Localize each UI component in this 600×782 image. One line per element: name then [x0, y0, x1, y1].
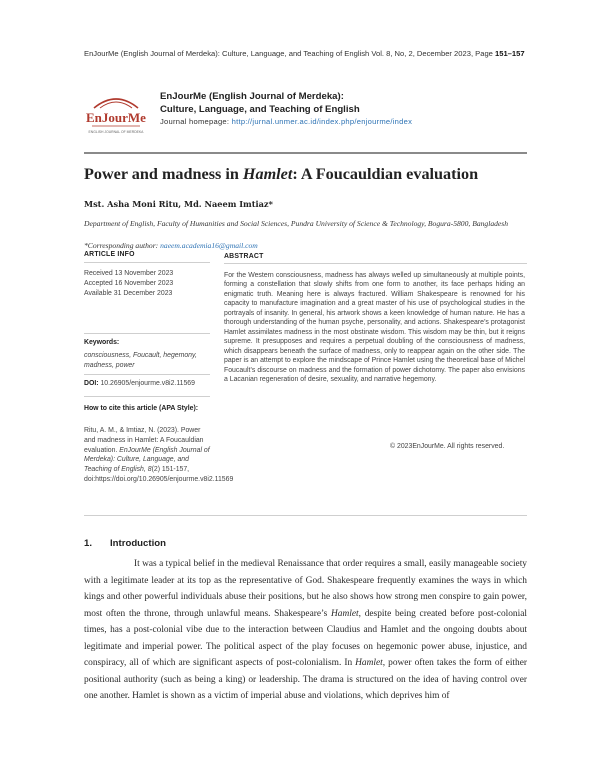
article-info-rule	[84, 262, 210, 263]
journal-name-line1: EnJourMe (English Journal of Merdeka):	[160, 91, 344, 102]
homepage-label: Journal homepage:	[160, 117, 230, 126]
citation	[84, 426, 234, 485]
running-header	[84, 49, 534, 58]
abstract-text: For the Western consciousness, madness has always welled up simultaneously at multiple points, forming a constellation that slowly shifts from one form to another, its face perhaps hiding an enigmatic truth. Meaning here is always fractured. William Shakespeare is renowned for his capacity to manufacture imagination and a great master of his use of psychological studies in the portrayals of insanity. In general, his artwork shows a keen knowledge of human nature. He has a thorough understanding of the human psyche, personality, and actions. Shakespeare’s protagonist Hamlet assimilates madness in the most obstinate wisdom. This wisdom may be thin, but it reigns supreme. It presupposes and requires a perpetual doubling of the consciousness of madness, which disappears beneath the surface of madness, only to reappear again on the other side. The paper is an attempt to explore the mindscape of Prince Hamlet using the theoretical base of Michel Foucault’s discourse on madness and the formation of power dichotomy. The paper also envisions a Lacanian regeneration of desire, sexuality, and narrative hegemony.	[224, 272, 525, 383]
introduction-heading	[84, 538, 166, 549]
doi-rule	[84, 396, 210, 397]
article-title	[84, 165, 478, 184]
keywords-heading: Keywords:	[84, 339, 120, 346]
section-title: Introduction	[110, 538, 166, 549]
doi-label: DOI:	[84, 380, 99, 387]
section-number: 1.	[84, 538, 93, 549]
authors: Mst. Asha Moni Ritu, Md. Naeem Imtiaz*	[84, 199, 273, 209]
cite-part2: (2) 151-157, doi:https://doi.org/10.26905/enjourme.v8i2.11569	[84, 466, 234, 483]
homepage-link[interactable]: http://jurnal.unmer.ac.id/index.php/enjourme/index	[231, 117, 413, 126]
keywords: consciousness, Foucault, hegemony, madness, power	[84, 352, 197, 369]
corresponding-email[interactable]: naeem.academia16@gmail.com	[160, 241, 258, 250]
abstract-rule	[224, 263, 527, 264]
accepted-date: Accepted 16 November 2023	[84, 279, 174, 287]
corresponding-author	[84, 241, 258, 250]
received-date: Received 13 November 2023	[84, 270, 174, 277]
corresponding-label: *Corresponding author:	[84, 241, 159, 250]
keywords-rule	[84, 374, 210, 375]
title-part1: Power and madness in	[84, 165, 243, 183]
intro-text-c: , power often takes the form of either positional authority (such as being a king) or leadership. The drama is structured on the idea of having control over one another. Hamlet is shown as a victim of imperial abuse and violations, which deprives him of	[84, 658, 528, 702]
journal-name-line2: Culture, Language, and Teaching of English	[160, 104, 360, 115]
running-header-text: EnJourMe (English Journal of Merdeka): Culture, Language, and Teaching of English Vol. 8, No, 2, December 2023, Page	[84, 49, 496, 58]
logo-subtext: ENGLISH JOURNAL OF MERDEKA	[88, 130, 144, 134]
available-date: Available 31 December 2023	[84, 289, 173, 297]
doi	[84, 380, 195, 387]
article-info-heading: ARTICLE INFO	[84, 251, 135, 258]
page-range: 151–157	[495, 49, 525, 58]
cite-journal: EnJourMe (English Journal of Merdeka): Culture, Language, and Teaching of English, 8	[84, 446, 210, 474]
journal-logo	[84, 92, 148, 142]
doi-value[interactable]: 10.26905/enjourme.v8i2.11569	[100, 380, 195, 387]
intro-italic-2: Hamlet	[355, 658, 383, 669]
article-dates	[84, 269, 209, 299]
journal-logo-graphic	[84, 92, 148, 142]
journal-homepage	[160, 117, 412, 126]
copyright: © 2023EnJourMe. All rights reserved.	[390, 443, 505, 450]
logo-text: EnJourMe	[86, 110, 146, 125]
header-divider	[84, 152, 527, 154]
intro-text-b: , despite being created before post-colonial times, has a post-colonial vibe due to the interaction between Claudius and Hamlet and the ongoing doubts about legitimate and imperial power. The political aspect of the play focuses on hegemonic power abuse, injustice, and conspiracy, all of which are significant aspects of post-colonialism. In	[84, 608, 527, 669]
intro-italic-1: Hamlet	[331, 608, 359, 619]
cite-heading: How to cite this article (APA Style):	[84, 405, 199, 412]
title-part2: : A Foucauldian evaluation	[292, 165, 479, 183]
dates-rule	[84, 333, 210, 334]
intro-text-a: It was a typical belief in the medieval Renaissance that order requires a small, easily manageable society with a legitimate leader at its top as the representative of God. Shakespeare frequently examines the ways in which kings and other powerful individuals abuse their positions, but he also shows how strong men conspire to gain power, most often the throne, through unlawful means. Shakespeare’s	[84, 559, 527, 619]
abstract-bottom-rule	[84, 515, 527, 516]
title-italic: Hamlet	[242, 165, 293, 183]
journal-name	[160, 90, 360, 116]
affiliation: Department of English, Faculty of Humanities and Social Sciences, Pundra University of Science & Technology, Bogura-5800, Bangladesh	[84, 219, 509, 228]
introduction-paragraph	[84, 556, 527, 705]
cite-part1: Ritu, A. M., & Imtiaz, N. (2023). Power and madness in Hamlet: A Foucauldian evaluation.	[84, 427, 204, 454]
abstract-heading: ABSTRACT	[224, 253, 264, 260]
